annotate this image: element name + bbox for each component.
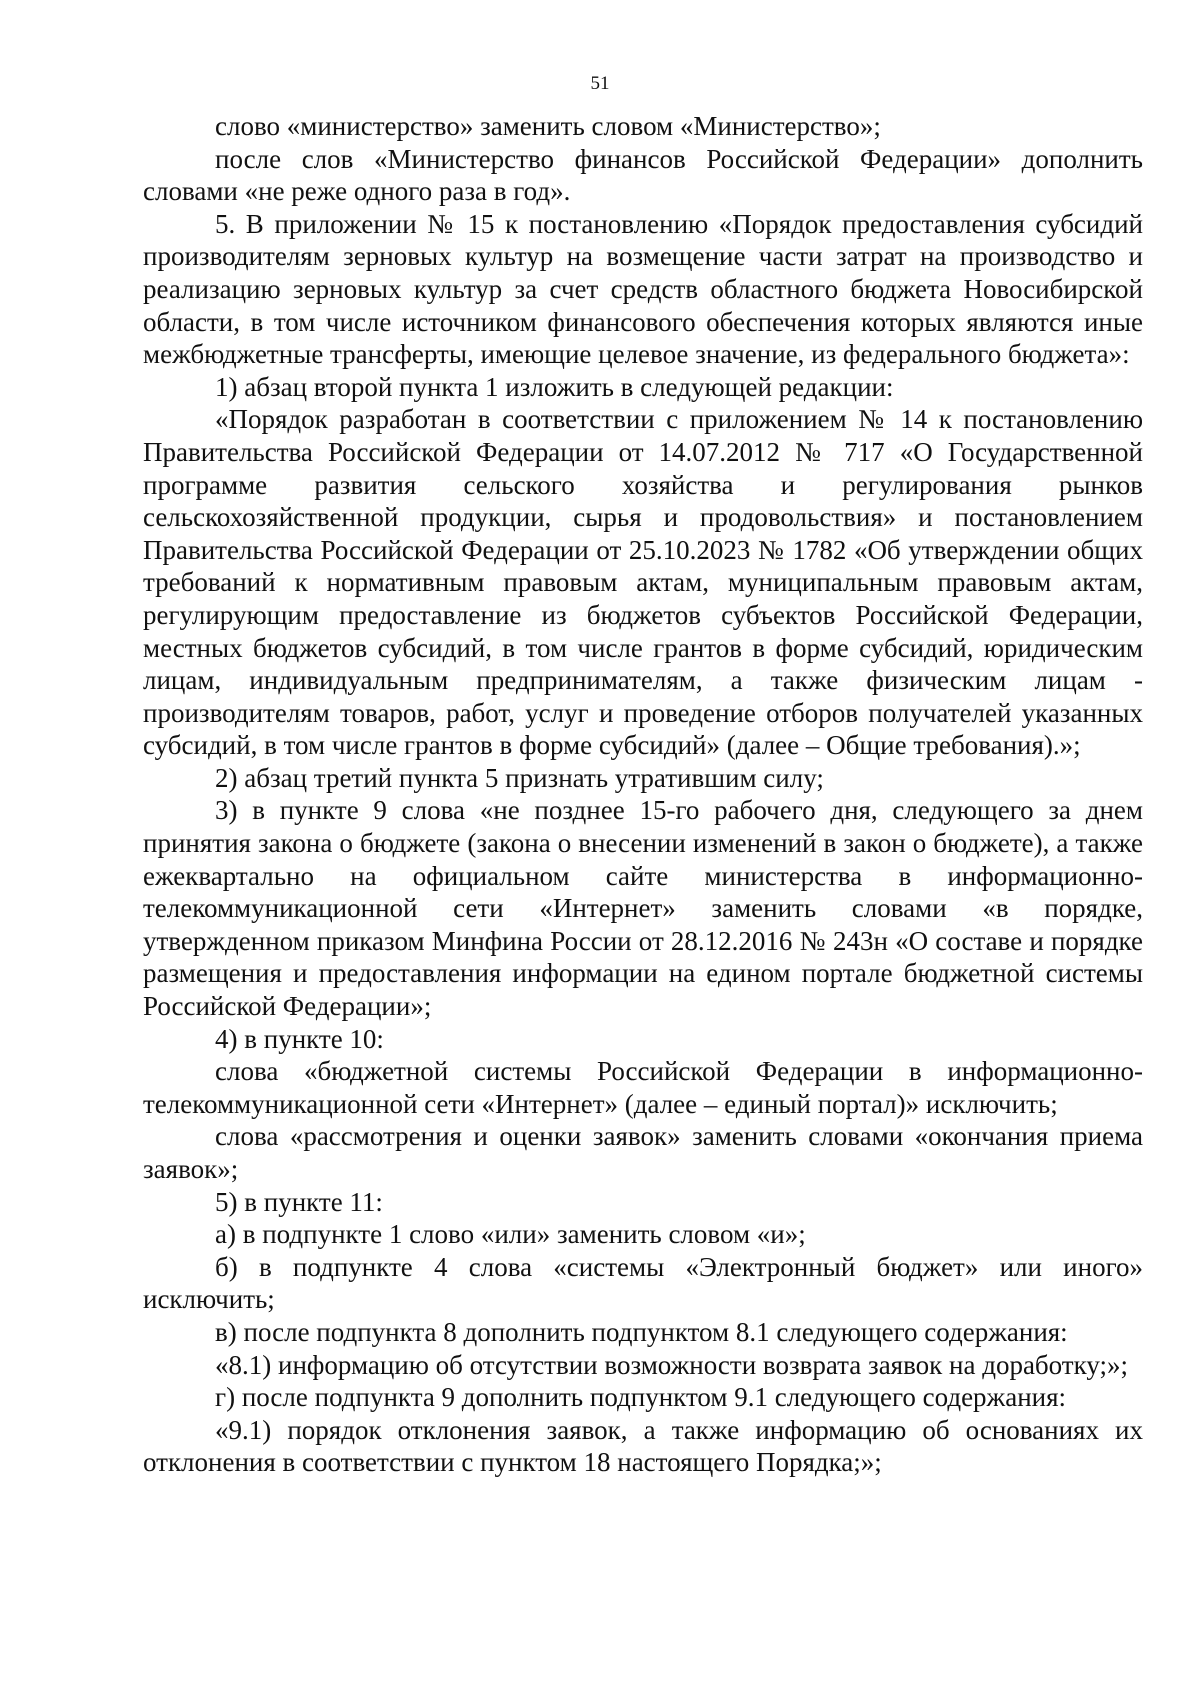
paragraph: слово «министерство» заменить словом «Министерство»; — [215, 111, 881, 141]
paragraph: слова «рассмотрения и оценки заявок» заменить словами «окончания приема заявок»; — [143, 1121, 1143, 1184]
paragraph: «Порядок разработан в соответствии с приложением № 14 к постановлению Правительства Российской Федерации от 14.07.2012 № 717 «О Государственной программе развития сельского хозяйства и регулирования рынков сельскохозяйственной продукции, сырья и продовольствия» и постановлением Правительства Российской Федерации от 25.10.2023 № 1782 «Об утверждении общих требований к нормативным правовым актам, муниципальным правовым актам, регулирующим предоставление из бюджетов субъектов Российской Федерации, местных бюджетов субсидий, в том числе грантов в форме субсидий, юридическим лицам, индивидуальным предпринимателям, а также физическим лицам - производителям товаров, работ, услуг и проведение отборов получателей указанных субсидий, в том числе грантов в форме субсидий» (далее – Общие требования).»; — [143, 404, 1143, 761]
paragraph: 5. В приложении № 15 к постановлению «Порядок предоставления субсидий производителям зерновых культур на возмещение части затрат на производство и реализацию зерновых культур за счет средств областного бюджета Новосибирской области, в том числе источником финансового обеспечения которых являются иные межбюджетные трансферты, имеющие целевое значение, из федерального бюджета»: — [143, 208, 1143, 370]
paragraph: «9.1) порядок отклонения заявок, а также информацию об основаниях их отклонения в соответствии с пунктом 18 настоящего Порядка;»; — [143, 1414, 1143, 1478]
paragraph: б) в подпункте 4 слова «системы «Электронный бюджет» или иного» исключить; — [143, 1251, 1143, 1315]
paragraph: 5) в пункте 11: — [215, 1186, 383, 1217]
paragraph: а) в подпункте 1 слово «или» заменить словом «и»; — [215, 1219, 806, 1250]
paragraph: слова «бюджетной системы Российской Федерации в информационно-телекоммуникационной сети «Интернет» (далее – единый портал)» исключить; — [143, 1056, 1143, 1119]
paragraph: после слов «Министерство финансов Российской Федерации» дополнить словами «не реже одного раза в год». — [143, 143, 1143, 207]
paragraph: 3) в пункте 9 слова «не позднее 15-го рабочего дня, следующего за днем принятия закона о бюджете (закона о внесении изменений в закон о бюджете), а также ежеквартально на официальном сайте министерства в информационно-телекоммуникационной сети «Интернет» заменить словами «в порядке, утвержденном приказом Минфина России от 28.12.2016 № 243н «О составе и порядке размещения и предоставления информации на едином портале бюджетной системы Российской Федерации»; — [143, 795, 1143, 1022]
paragraph: 1) абзац второй пункта 1 изложить в следующей редакции: — [215, 371, 894, 402]
paragraph: в) после подпункта 8 дополнить подпунктом 8.1 следующего содержания: — [215, 1316, 1068, 1347]
paragraph: 4) в пункте 10: — [215, 1023, 384, 1054]
document-body — [143, 110, 1143, 1479]
paragraph: г) после подпункта 9 дополнить подпунктом 9.1 следующего содержания: — [215, 1382, 1067, 1413]
paragraph: «8.1) информацию об отсутствии возможности возврата заявок на доработку;»; — [215, 1349, 1128, 1380]
page-number: 51 — [590, 73, 610, 94]
paragraph: 2) абзац третий пункта 5 признать утратившим силу; — [215, 762, 824, 793]
